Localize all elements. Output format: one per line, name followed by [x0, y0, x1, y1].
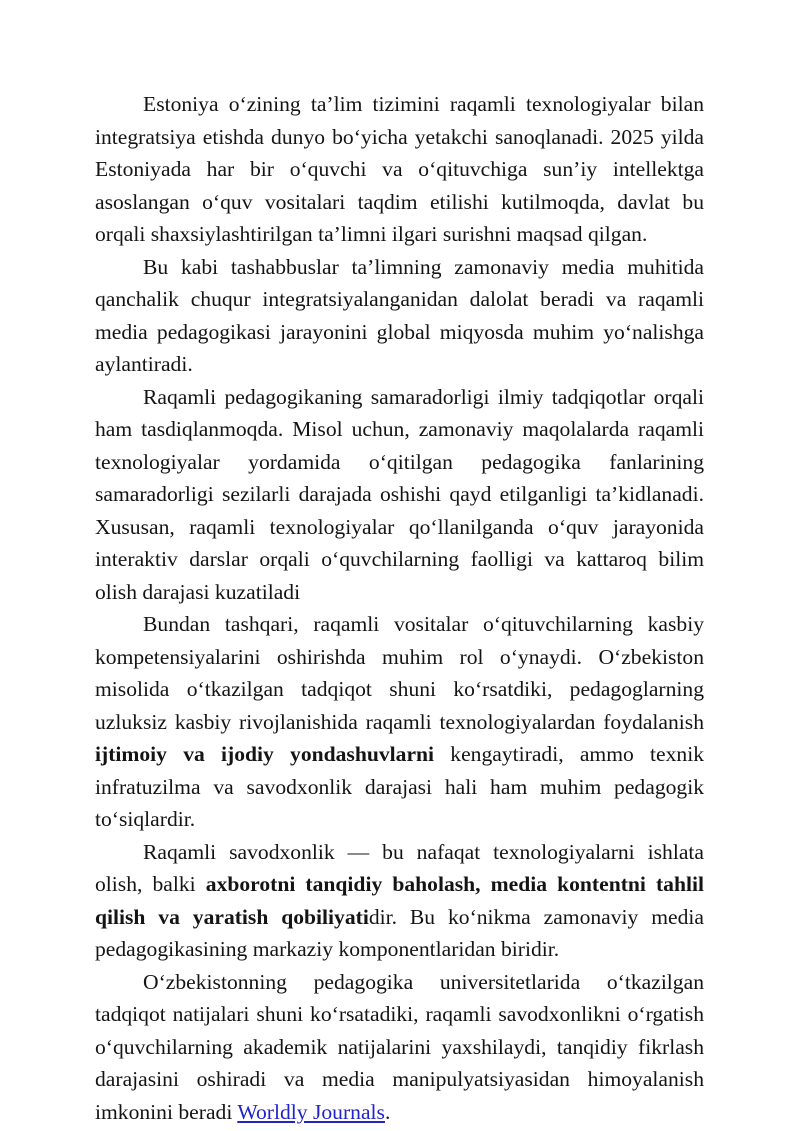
- text-run: Raqamli pedagogikaning samaradorligi ilmiy tadqiqotlar orqali ham tasdiqlanmoqda. Misol uchun, zamonaviy maqolalarda raqamli texnologiyalar yordamida o‘qitilgan pedagogika fanlarining samaradorligi sezilarli darajada oshishi qayd etilganligi ta’kidlanadi. Xususan, raqamli texnologiyalar qo‘llanilganda o‘quv jarayonida interaktiv darslar orqali o‘quvchilarning faolligi va kattaroq bilim olish darajasi kuzatiladi: [95, 384, 704, 604]
- text-run: O‘zbekistonning pedagogika universitetlarida o‘tkazilgan tadqiqot natijalari shuni ko‘rsatadiki, raqamli savodxonlikni o‘rgatish o‘quvchilarning akademik natijalarini yaxshilaydi, tanqidiy fikrlash darajasini oshiradi va media manipulyatsiyasidan himoyalanish imkonini beradi: [95, 969, 704, 1124]
- text-run: kengaytiradi, ammo texnik infratuzilma va savodxonlik darajasi hali ham muhim pedagogik to‘siqlardir.: [95, 742, 704, 831]
- text-run: Estoniya o‘zining ta’lim tizimini raqamli texnologiyalar bilan integratsiya etishda dunyo bo‘yicha yetakchi sanoqlanadi. 2025 yilda Estoniyada har bir o‘quvchi va o‘qituvchiga sun’iy intellektga asoslangan o‘quv vositalari taqdim etilishi kutilmoqda, davlat bu orqali shaxsiylashtirilgan ta’limni ilgari surishni maqsad qilgan.: [95, 92, 704, 246]
- paragraph: [95, 966, 704, 1129]
- paragraph: [95, 88, 704, 251]
- text-run: Bundan tashqari, raqamli vositalar o‘qituvchilarning kasbiy kompetensiyalarini oshirishda muhim rol o‘ynaydi. O‘zbekiston misolida o‘tkazilgan tadqiqot shuni ko‘rsatdiki, pedagoglarning uzluksiz kasbiy rivojlanishida raqamli texnologiyalardan foydalanish: [95, 612, 704, 734]
- document-body: [95, 88, 704, 1128]
- paragraph: [95, 608, 704, 836]
- paragraph: [95, 381, 704, 609]
- text-run: Raqamli savodxonlik — bu nafaqat texnologiyalarni ishlata olish, balki: [95, 839, 704, 896]
- paragraph: [95, 251, 704, 381]
- paragraph: [95, 836, 704, 966]
- bold-text-run: ijtimoiy va ijodiy yondashuvlarni: [95, 742, 435, 766]
- text-run: .: [384, 1099, 391, 1124]
- text-run: dir. Bu ko‘nikma zamonaviy media pedagogikasining markaziy komponentlaridan biridir.: [95, 904, 704, 961]
- bold-text-run: axborotni tanqidiy baholash, media kontentni tahlil qilish va yaratish qobiliyati: [95, 872, 704, 929]
- text-run: Bu kabi tashabbuslar ta’limning zamonaviy media muhitida qanchalik chuqur integratsiyalanganidan dalolat beradi va raqamli media pedagogikasi jarayonini global miqyosda muhim yo‘nalishga aylantiradi.: [95, 254, 704, 376]
- worldly-journals-link[interactable]: Worldly Journals: [237, 1099, 385, 1124]
